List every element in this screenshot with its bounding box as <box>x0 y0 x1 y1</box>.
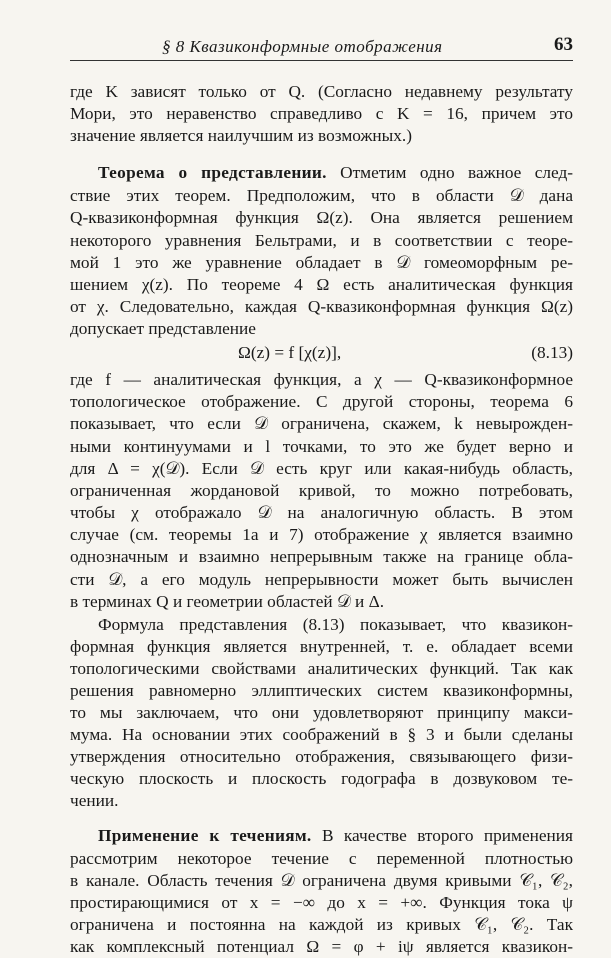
p1-line-3: значение является наилучшим из возможных.) <box>70 126 412 145</box>
p2-line-8: случае (см. теоремы 1а и 7) отображение χ является взаимно <box>70 525 573 544</box>
theorem-line-4: некоторого уравнения Бельтрами, и в соответствии с теоре- <box>70 231 573 250</box>
p1-line-2: Мори, это неравенство справедливо с K = 16, причем это <box>70 104 573 123</box>
theorem-line-7: от χ. Следовательно, каждая Q-квазиконформная функция Ω(z) <box>70 297 573 316</box>
application-line-1 <box>70 825 573 847</box>
p2-line-7: чтобы χ отображало 𝒟 на аналогичную область. В этом <box>70 503 573 522</box>
application-line-6: как комплексный потенциал Ω = φ + iψ является квазикон- <box>70 937 573 956</box>
p2-line-4: ными континуумами и l точками, то это же будет верно и <box>70 437 573 456</box>
p2-line-2: топологическое отображение. С другой стороны, теорема 6 <box>70 392 573 411</box>
formula-8-13 <box>70 343 573 365</box>
p3-line-5: то мы заключаем, что они удовлетворяют принципу макси- <box>70 703 573 722</box>
p3-line-1: Формула представления (8.13) показывает, что квазикон- <box>98 615 573 634</box>
theorem-line-5: мой 1 это же уравнение обладает в 𝒟 гомеоморфным ре- <box>70 253 573 272</box>
theorem-first-rest: Отметим одно важное след- <box>326 163 573 182</box>
p3-line-9: чении. <box>70 791 119 810</box>
application-line-3: в канале. Область течения 𝒟 ограничена двумя кривыми 𝒞₁, 𝒞₂, <box>70 871 573 890</box>
application-line-5: ограничена и постоянна на каждой из кривых 𝒞₁, 𝒞₂. Так <box>70 915 573 934</box>
equation-number: (8.13) <box>531 343 573 362</box>
p3-line-3: топологическими свойствами аналитических функций. Так как <box>70 659 573 678</box>
application-line-2: рассмотрим некоторое течение с переменной плотностью <box>70 849 573 868</box>
application-line-4: простирающимися от x = −∞ до x = +∞. Функция тока ψ <box>70 893 573 912</box>
header-rule <box>70 60 573 61</box>
theorem-line-8: допускает представление <box>70 319 256 338</box>
p2-line-9: однозначным и взаимно непрерывным также на границе обла- <box>70 547 573 566</box>
p2-line-10: сти 𝒟, а его модуль непрерывности может быть вычислен <box>70 570 573 589</box>
p2-line-3: показывает, что если 𝒟 ограничена, скажем, k невырожден- <box>70 414 573 433</box>
page-number: 63 <box>554 34 573 55</box>
theorem-line-6: шением χ(z). По теореме 4 Ω есть аналитическая функция <box>70 275 573 294</box>
page-header <box>70 30 573 54</box>
p3-line-7: утверждения относительно отображения, связывающего физи- <box>70 747 573 766</box>
p2-line-11: в терминах Q и геометрии областей 𝒟 и Δ. <box>70 592 385 611</box>
theorem-heading: Теорема о представлении. <box>98 163 327 182</box>
book-page <box>70 30 573 956</box>
p1-line-1: где K зависят только от Q. (Согласно недавнему результату <box>70 82 573 101</box>
application-first-rest: В качестве второго применения <box>311 826 573 845</box>
application-heading: Применение к течениям. <box>98 826 312 845</box>
theorem-line-3: Q-квазиконформная функция Ω(z). Она является решением <box>70 208 573 227</box>
p3-line-8: ческую плоскость и плоскость годографа в дозвуковом те- <box>70 769 573 788</box>
p3-line-6: мума. На основании этих соображений в § 3 и были сделаны <box>70 725 573 744</box>
p3-line-4: решения равномерно эллиптических систем квазиконформны, <box>70 681 573 700</box>
p2-line-6: ограниченная жордановой кривой, то можно потребовать, <box>70 481 573 500</box>
formula-expression: Ω(z) = f [χ(z)], <box>238 343 342 362</box>
theorem-line-2: ствие этих теорем. Предположим, что в области 𝒟 дана <box>70 186 573 205</box>
p3-line-2: формная функция является внутренней, т. е. обладает всеми <box>70 637 573 656</box>
p2-line-5: для Δ = χ(𝒟). Если 𝒟 есть круг или какая-нибудь область, <box>70 459 573 478</box>
p2-line-1: где f — аналитическая функция, а χ — Q-квазиконформное <box>70 370 573 389</box>
running-title: § 8 Квазиконформные отображения <box>162 37 443 56</box>
theorem-line-1 <box>70 162 573 184</box>
